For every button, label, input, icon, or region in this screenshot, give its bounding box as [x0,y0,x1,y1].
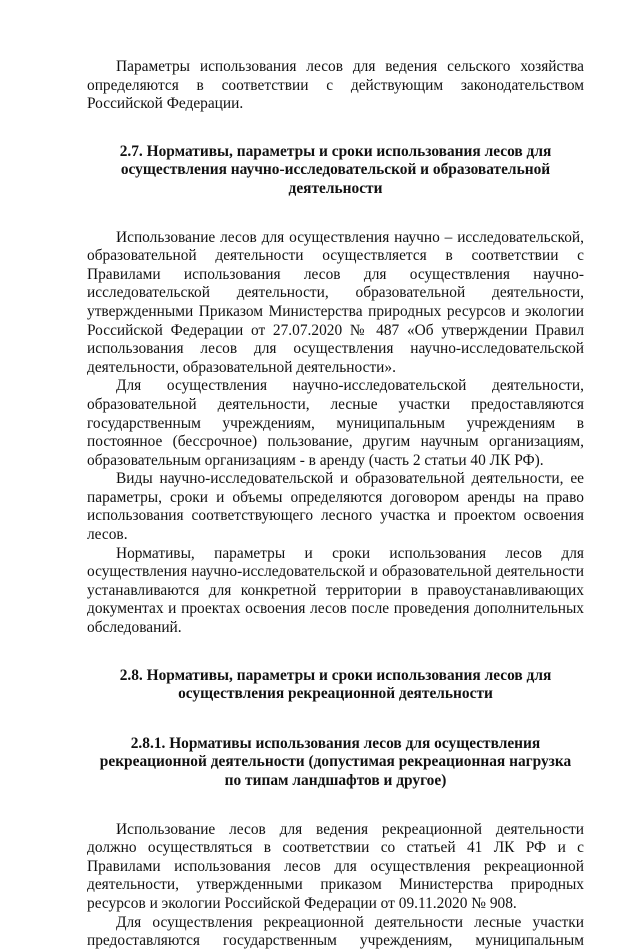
body-paragraph: Для осуществления рекреационной деятельности лесные участки предоставляются государственным учреждениям, муниципальным [87,913,584,950]
body-paragraph: Для осуществления научно-исследовательской деятельности, образовательной деятельности, лесные участки предоставляются государственным учреждениям, муниципальным учреждениям в постоянное (бессрочное) пользование, другим научным организациям, образовательным организациям - в аренду (часть 2 статьи 40 ЛК РФ). [87,377,584,469]
section-2-8-1-heading: 2.8.1. Нормативы использования лесов для осуществления рекреационной деятельности (допустимая рекреационная нагрузка по типам ландшафтов и другое) [99,734,572,789]
body-paragraph: Использование лесов для ведения рекреационной деятельности должно осуществляться в соответствии со статьей 41 ЛК РФ и с Правилами использования лесов для осуществления рекреационной деятельности, утвержденными приказом Министерства природных ресурсов и экологии Российской Федерации от 09.11.2020 № 908. [87,820,584,912]
body-paragraph: Нормативы, параметры и сроки использования лесов для осуществления научно-исследовательской и образовательной деятельности устанавливаются для конкретной территории в правоустанавливающих документах и проектах освоения лесов после проведения дополнительных обследований. [87,544,584,637]
body-paragraph: Использование лесов для осуществления научно – исследовательской, образовательной деятельности осуществляется в соответствии с Правилами использования лесов для осуществления научно-исследовательской деятельности, образовательной деятельности, утвержденными Приказом Министерства природных ресурсов и экологии Российской Федерации от 27.07.2020 № 487 «Об утверждении Правил использования лесов для осуществления научно-исследовательской деятельности, образовательной деятельности». [87,228,584,376]
body-paragraph: Виды научно-исследовательской и образовательной деятельности, ее параметры, сроки и объемы определяются договором аренды на право использования соответствующего лесного участка и проектом освоения лесов. [87,470,584,544]
section-2-7-body [87,229,584,638]
section-2-8-1-body [87,821,584,951]
section-2-7-heading: 2.7. Нормативы, параметры и сроки использования лесов для осуществления научно-исследовательской и образовательной деятельности [119,142,552,197]
section-2-8-heading: 2.8. Нормативы, параметры и сроки использования лесов для осуществления рекреационной деятельности [119,666,552,703]
intro-paragraph: Параметры использования лесов для ведения сельского хозяйства определяются в соответствии с действующим законодательством Российской Федерации. [87,58,584,113]
